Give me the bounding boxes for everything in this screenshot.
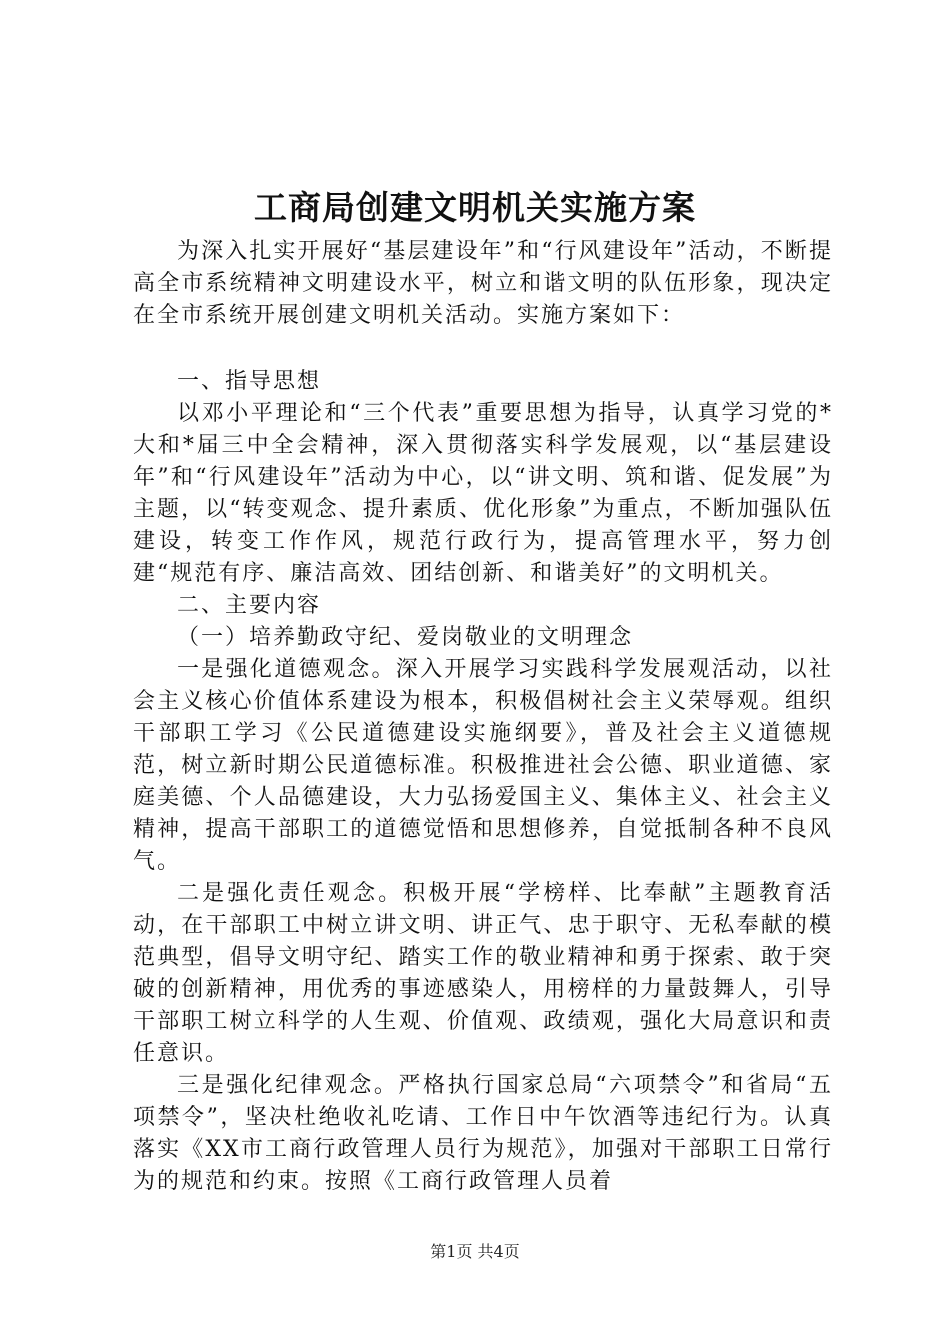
moral-concept-paragraph: 一是强化道德观念。深入开展学习实践科学发展观活动，以社会主义核心价值体系建设为根本，积极倡树社会主义荣辱观。组织干部职工学习《公民道德建设实施纲要》，普及社会主义道德规范，树立新时期公民道德标准。积极推进社会公德、职业道德、家庭美德、个人品德建设，大力弘扬爱国主义、集体主义、社会主义精神，提高干部职工的道德觉悟和思想修养，自觉抵制各种不良风气。 [133, 657, 833, 874]
document-title: 工商局创建文明机关实施方案 [254, 188, 696, 227]
document-body [133, 236, 833, 1198]
page-footer: 第1页 共4页 [430, 1242, 520, 1261]
section-heading-guiding-ideology: 一、指导思想 [177, 369, 322, 394]
intro-paragraph: 为深入扎实开展好“基层建设年”和“行风建设年”活动，不断提高全市系统精神文明建设水平，树立和谐文明的队伍形象，现决定在全市系统开展创建文明机关活动。实施方案如下： [133, 239, 833, 328]
discipline-concept-paragraph: 三是强化纪律观念。严格执行国家总局“六项禁令”和省局“五项禁令”，坚决杜绝收礼吃请、工作日中午饮酒等违纪行为。认真落实《XX市工商行政管理人员行为规范》，加强对干部职工日常行为的规范和约束。按照《工商行政管理人员着 [133, 1073, 833, 1194]
guiding-ideology-paragraph: 以邓小平理论和“三个代表”重要思想为指导，认真学习党的*大和*届三中全会精神，深入贯彻落实科学发展观，以“基层建设年”和“行风建设年”活动为中心，以“讲文明、筑和谐、促发展”为主题，以“转变观念、提升素质、优化形象”为重点，不断加强队伍建设，转变工作作风，规范行政行为，提高管理水平，努力创建“规范有序、廉洁高效、团结创新、和谐美好”的文明机关。 [133, 401, 833, 586]
section-heading-main-content: 二、主要内容 [177, 593, 322, 618]
subsection-heading-civilized-concept: （一）培养勤政守纪、爱岗敬业的文明理念 [177, 625, 634, 650]
responsibility-concept-paragraph: 二是强化责任观念。积极开展“学榜样、比奉献”主题教育活动，在干部职工中树立讲文明、讲正气、忠于职守、无私奉献的模范典型，倡导文明守纪、踏实工作的敬业精神和勇于探索、敢于突破的创新精神，用优秀的事迹感染人，用榜样的力量鼓舞人，引导干部职工树立科学的人生观、价值观、政绩观，强化大局意识和责任意识。 [133, 881, 833, 1066]
